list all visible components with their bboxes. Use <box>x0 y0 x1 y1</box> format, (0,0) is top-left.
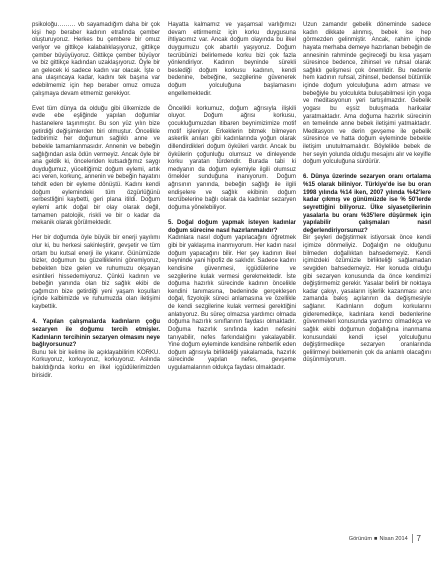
question-heading: 5. Doğal doğum yapmak isteyen kadınlar doğum sürecine nasıl hazırlanmalıdır? <box>168 220 296 234</box>
page-footer <box>349 534 421 543</box>
issue-date: Nisan 2014 <box>379 535 408 542</box>
answer-paragraph: Kadınlara nasıl doğum yapılacağını öğretmek gibi bir yaklaşıma inanmıyorum. Her kadın nasıl doğum yapacağını bilir. Her şey kadının ilkel beyninde yani hipofiz de saklıdır. Sadece kadını kendisine güvenmesi, içgüdülerine ve sezgilerine kulak vermesi gerekmektedir. İste doğuma hazırlık sürecinde kadının öncelikle kendini tanımasına, bedeninde gerçekleşen doğal, fizyolojik süreci anlamasına ve özellikle de kendi sezgilerine kulak vermesi gerektiğini anlatıyoruz. Bu süreç olmazsa yardımcı olmada doğuma hazırlık sınıflarının faydası olmaktadır. Doğuma hazırlık sınıfında kadın nefesini tanıyabilir, nefes farkındalığını yakalayabilir. Yine doğum eyleminde kendisine rehberlik eden doğum ağrısıyla birlikteliği yakalamada, hazırlık sürecinde yapılan nefes, gevşeme uygulamalarının oldukça faydası olmaktadır. <box>168 235 296 372</box>
body-paragraph: Evet tüm dünya da olduğu gibi ülkemizde de evde ebe eşliğinde yapılan doğumlar hastanelere taşınmıştır. Bu son yüz yılın bize getirdiği değişimlerden biri olmuştur. Öncelikle tedbirimiz her doğumun sağlıklı anne ve bebekle tamamlanmasıdır. Annenin ve bebeğin sağlığından asla ödün vermeyiz. Ancak öyle bir ana geldik ki, önceleriden kutsadığımız saygı duyduğumuz, yüceltiğimiz doğum eylemi, artık acı veren, korkunç, annenin ve bebeğin hayatını tehdit eden bir eyleme dönüştü. Kadını kendi doğum eylemindeki tüm özgürlüğünü serbestliğini kaybetti, geri plana itildi. Doğum eylemi artık doğal bir olay olarak değil, tamamen patolojik, riskli ve bir o kadar da mekanik olarak görülmektedir. <box>32 105 160 227</box>
answer-paragraph: Bir şeyleri değiştirmek istiyorsak önce kendi içimize dönmeliyiz. Doğalığın ne olduğunu bilmeden doğallıktan bahsedemeyiz. Kendi içimizdeki özümüzle birlikteliği sağlamadan sevgiden bahsedemeyiz. Her konuda olduğu gibi sezaryen konusunda da önce kendimizi değiştirmemiz gerekir. Yasalar belirli bir noktaya kadar çakıyı, yasaların işlerlik kazanması ancı zamanda bakış açılarının da değişmesiyle sağlanır. Kadınların doğum korkularını gideremedikçe, kadınlara kendi bedenlerine güvenmeleri konusunda yardımcı olmadıkça ve sağlık ekibi doğumun doğallığına inanmama konusundaki kendi içsel yolculuğunu değiştirmedikçe sezaryen oranlarında gelilirmeyi beklemenin çok da anlamlı olacağını düşünmüyorum. <box>303 235 431 364</box>
body-paragraph: Öncelikli korkumuz, doğum ağrısıyla ilişkili oluyor. Doğum ağrısı korkusu, çocukluğumuzdan itibaren beynimizimize motif motif işleniyor. Erkeklerin bitmek bilmeyen askerlik anıları gibi kadınlarında yoğun olarak dillendirdikleri doğum öyküleri vardır. Ancak bu öykülerin çoğunluğu olumsuz ve dinleyende korku yaratan türdendir. Burada tabi ki medyanın da doğum eylemiyle ilgili olumsuz örnekler sunduğuna inanıyorum. Doğum ağrısının yanında, bebeğin sağlığı ile ilgili endişelere ve sağlık ekibinin doğum tecrübelerine bağlı olarak da kadınlar sezaryen doğuma yönelebiliyor. <box>168 105 296 211</box>
question-heading: 4. Yapılan çalışmalarda kadınların çoğu sezaryen ile doğumu tercih etmişler. Kadınların tercihinin sezaryen olmasını neye bağlıyorsunuz? <box>32 319 160 349</box>
body-paragraph: Uzun zamandır gebelik döneminde sadece kadın dikkate alınmış, bebek ise hep görmezden gelinmiştir. Ancak, rahim içinde hayata merhaba demeye hazırlanan bebeğin de annesinin rahminde geçireceği bu kısa yaşam süresince bedence, zihinsel ve ruhsal olarak sağlıklı gelişmesi çok önemlidir. Bu nedenle hem kadının ruhsal, zihinsel, bedensel bütünlük içinde doğum yolculuğuna adım atması ve bebeğiyle bu yolculukta buluşabilmesi için yoga ve meditasyonun yeri tartışılmazdır. Gebelik yogası bu eşsiz buluşmada harikalar yaratmaktadır. Ama doğuma hazırlık sürecinin en temelinde anne bebek iletişimi yatmaktadır. Meditasyon ve derin gevşeme ile gebelik süresince ve hatta doğum eyleminde bebekle iletişim unutulmamalıdır. Böylelikle bebek de her seyin yolunda olduğu mesajını alır ve keyifle doğum yolculuğuna sürdürür. <box>303 22 431 166</box>
footer-divider <box>412 534 413 543</box>
publication-name: Görünüm <box>348 535 373 542</box>
body-paragraph: Hayatta kalmamız ve yaşamsal varlığımızı devam ettirmemiz için korku duygusuna ihtiyacımız var. Ancak doğum olayında bu ilkel duygumuzu çok abartılı yaşıyoruz. Doğum tecrübünizi belirlemede korku bizi çok fazla yönlendiriyor. Kadının beyninde sürekli beslediği doğum korkusu kadının, kendi bedenine, bebeğine, sezgilerine güvenerek doğum yolculuğuna başlamasını engellemektedir. <box>168 22 296 97</box>
text-column-1 <box>32 22 160 380</box>
answer-paragraph: Bunu tek bir kelime ile açıklayabilirim KORKU. Korkuyoruz, korkuyoruz, korkuyoruz. Aslında bakıldığında korku en ilkel içgüdülerimizden birisidir. <box>32 349 160 379</box>
body-paragraph: psikoloğu……… vb sayamadığım daha bir çok kişi hep beraber kadının etrafında çember oluşturuyoruz. Herkes bu çembere bir omuz veriyor ve gittikçe kalabalıklaşıyoruz, gittikçe çember büyüyüyoruz. Gittikçe çember büyüyor ve biz gittikçe kadından uzaklaşıyoruz. Öyle bir an gelecek ki sadece kadın var olacak. İşte o ana ulaşıncaya kadar, kadını tek başına var edebilmemiz için hep beraber omuz omuza çalışmaya devam etmemiz gerekiyor. <box>32 22 160 97</box>
question-heading: 6. Dünya üzerinde sezaryen oranı ortalama %15 olarak biliniyor. Türkiye'de ise bu oran 1998 yılında %14 iken, 2007 yılında %42'lere kadar çıkmış ve günümüzde ise % 50'lerde seyrettiğini biliyoruz. Ülke siyasetçilerinin yasalarla bu oranı %35'lere düşürmek için yapılabilir çalışmaları nasıl değerlendiriyorsunuz? <box>303 174 431 234</box>
text-column-3 <box>303 22 431 365</box>
body-paragraph: Her bir doğumda öyle büyük bir enerji yayılımı olur ki, bu herkesi sakinleştirir, gevşetir ve tüm ortam bu kutsal enerji ile yıkanır. Günümüzde bizler, doğumun bu güzelliklerini göremiyoruz, bebekten bize gelen ve ruhumuzu okşayan esintileri hissedemiyoruz. Çünkü kadının ve bebeğin yanında olan biz sağlık ekibi de çağımızın bize getirdiği yeni yaşam koşulları içinde kalbimizde ve ruhumuzda olan iletişimi kaybettik. <box>32 235 160 311</box>
page-number: 7 <box>416 534 421 543</box>
footer-separator: ■ <box>374 535 378 542</box>
text-column-2 <box>168 22 296 373</box>
